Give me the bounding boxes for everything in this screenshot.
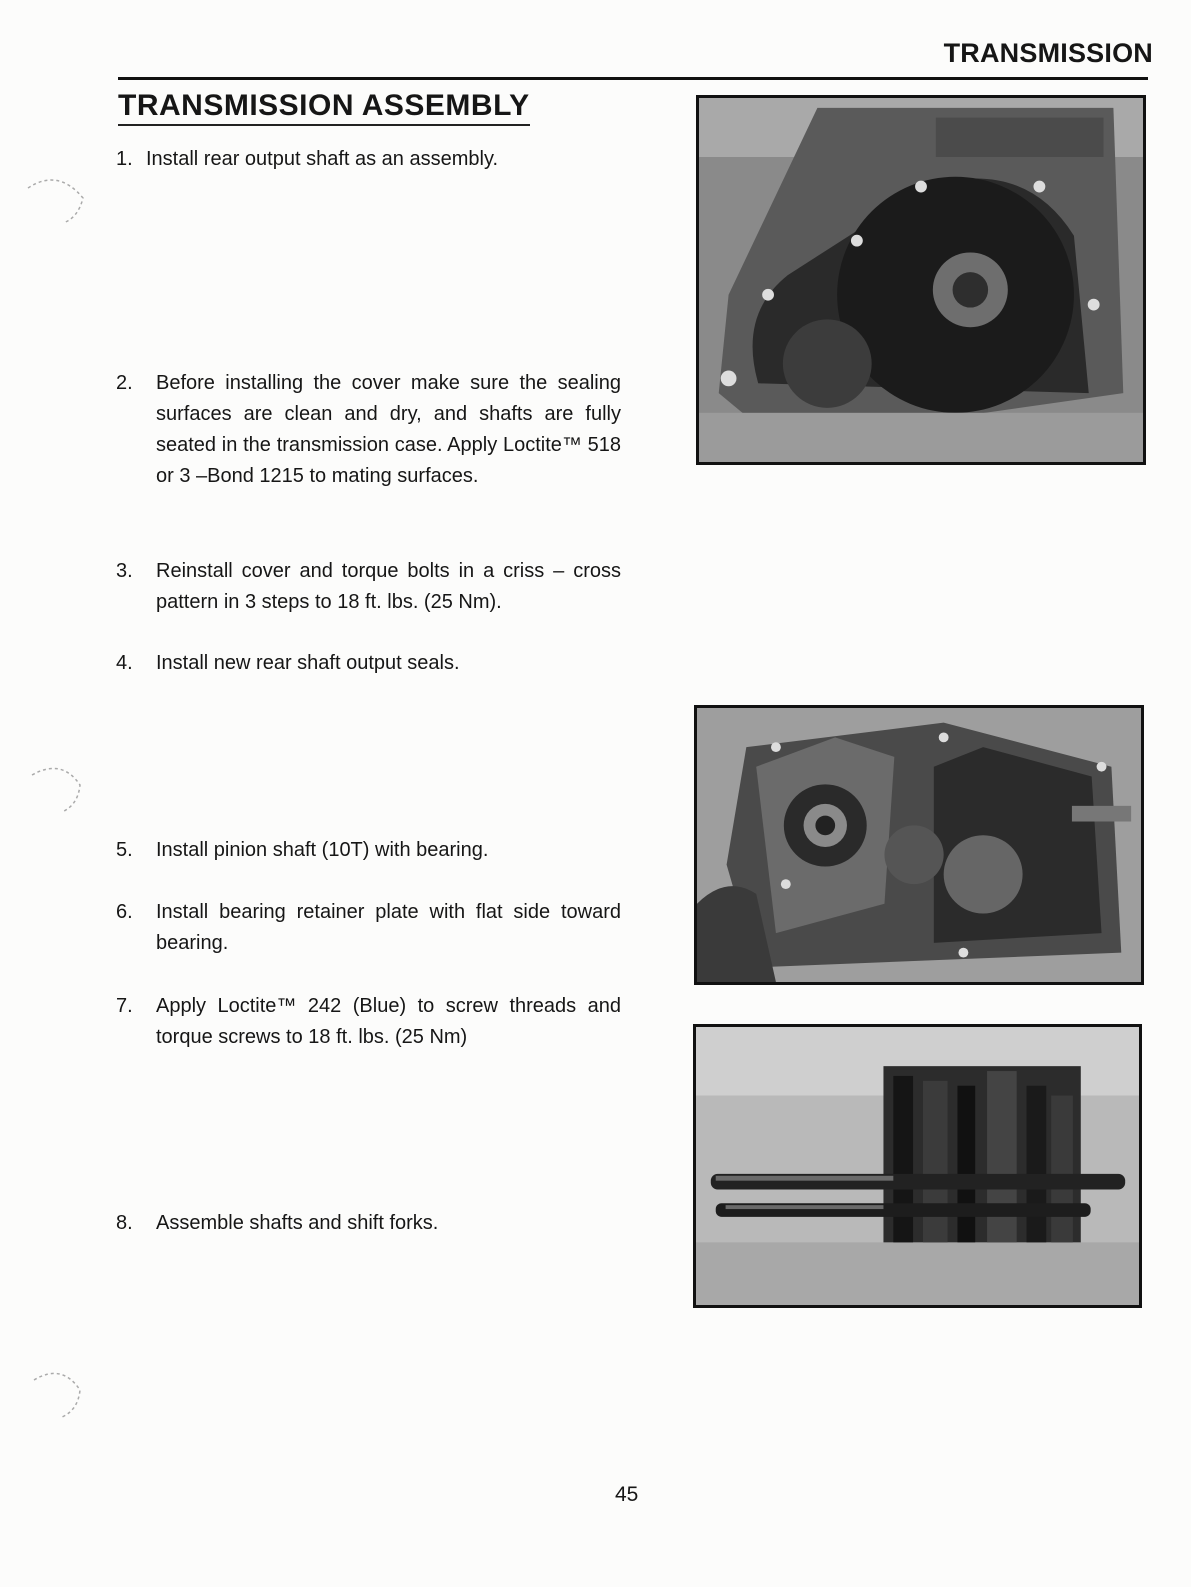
- step-number: 8.: [116, 1212, 133, 1234]
- step-number: 3.: [116, 560, 133, 582]
- step-8: [116, 1208, 621, 1239]
- step-number: 5.: [116, 839, 133, 861]
- transmission-case-photo: [696, 95, 1146, 465]
- section-title: TRANSMISSION ASSEMBLY: [118, 89, 530, 126]
- step-5: [116, 835, 621, 866]
- step-1: [116, 144, 621, 175]
- page-header-title: TRANSMISSION: [943, 38, 1153, 68]
- hole-punch-mark: [22, 760, 102, 820]
- step-6: [116, 897, 621, 959]
- pinion-shaft-photo: [694, 705, 1144, 985]
- step-7: [116, 991, 621, 1053]
- page-number: 45: [615, 1483, 639, 1506]
- step-number: 4.: [116, 652, 133, 674]
- step-number: 7.: [116, 995, 133, 1017]
- step-text: Install rear output shaft as an assembly.: [146, 148, 499, 170]
- step-2: [116, 368, 621, 492]
- header-divider: [118, 77, 1148, 80]
- step-number: 1.: [116, 148, 133, 170]
- step-3: [116, 556, 621, 618]
- step-text: Install pinion shaft (10T) with bearing.: [156, 839, 489, 861]
- step-text: Install bearing retainer plate with flat side toward bearing.: [156, 901, 621, 954]
- step-text: Install new rear shaft output seals.: [156, 652, 460, 674]
- hole-punch-mark: [18, 168, 98, 228]
- step-text: Reinstall cover and torque bolts in a criss – cross pattern in 3 steps to 18 ft. lbs. (25 Nm).: [156, 560, 621, 613]
- step-4: [116, 648, 621, 679]
- hole-punch-mark: [22, 1365, 102, 1425]
- step-number: 6.: [116, 901, 133, 923]
- assembled-shafts-photo: [693, 1024, 1142, 1308]
- step-text: Assemble shafts and shift forks.: [156, 1212, 439, 1234]
- step-text: Before installing the cover make sure the sealing surfaces are clean and dry, and shafts are fully seated in the transmission case. Apply Loctite™ 518 or 3 –Bond 1215 to mating surfaces.: [156, 372, 621, 487]
- step-number: 2.: [116, 372, 133, 394]
- step-text: Apply Loctite™ 242 (Blue) to screw threads and torque screws to 18 ft. lbs. (25 Nm): [156, 995, 621, 1048]
